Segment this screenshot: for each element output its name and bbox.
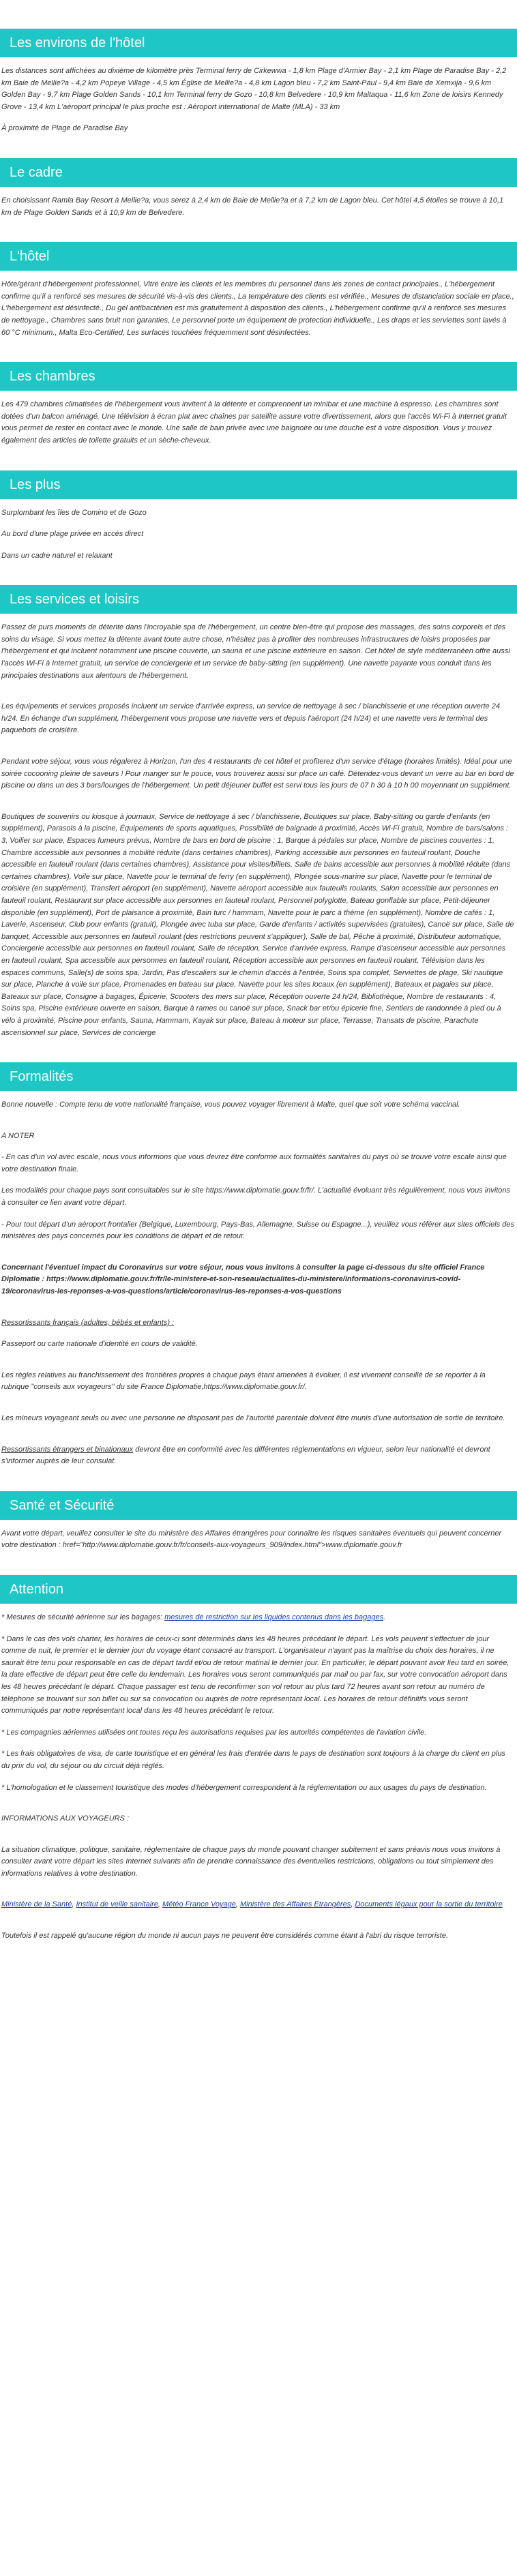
bagages-notice	[1, 1612, 514, 1624]
airlines-notice: * Les compagnies aériennes utilisées ont toutes reçu les autorisations requises par les autorités compétentes de l'aviation civile.	[1, 1728, 427, 1737]
section-body-cadre	[0, 195, 517, 219]
section-body-sante	[0, 1528, 517, 1552]
section-services	[0, 585, 517, 1039]
section-title-services: Les services et loisirs	[0, 585, 517, 614]
section-title-plus: Les plus	[0, 470, 517, 499]
section-attention	[0, 1575, 517, 1943]
section-body-environs	[0, 65, 517, 135]
note-title: A NOTER	[1, 1131, 35, 1140]
french-nationals-text: Passeport ou carte nationale d'identité en cours de validité.	[1, 1340, 198, 1349]
foreign-nationals-paragraph	[1, 1444, 514, 1468]
section-body-formalites	[0, 1099, 517, 1468]
minors-text: Les mineurs voyageant seuls ou avec une personne ne disposant pas de l'autorité parentale doivent être munis d'une autorisation de sortie de territoire.	[1, 1414, 505, 1422]
sante-text: Avant votre départ, veuillez consulter le site du ministère des Affaires étrangères pour connaître les risques sanitaires éventuels qui peuvent concerner votre destination : href="http://www.diplomatie.gouv.fr/fr/conseils-aux-voyageurs_909/index.html">www.diplomatie.gouv.fr	[1, 1529, 502, 1550]
section-body-attention	[0, 1612, 517, 1943]
services-amenities-list: Boutiques de souvenirs ou kiosque à journaux, Service de nettoyage à sec / blanchisserie, Boutiques sur place, Baby-sitting ou garde d'enfants (en supplément), Parasols à la piscine, Équipements de sports aquatiques, Possibilité de baignade à proximité, Accès Wi-Fi gratuit, Nombre de bars/salons : 3, Voilier sur place, Espaces fumeurs prévus, Nombre de bars en bord de piscine : 1, Barque à pédales sur place, Nombre de piscines couvertes : 1, Chambre accessible aux personnes à mobilité réduite (dans certaines chambres), Parking accessible aux personnes en fauteuil roulant, Douche accessible en fauteuil roulant (dans certaines chambres), Assistance pour visites/billets, Salle de bains accessible aux personnes à mobilité réduite (dans certaines chambres), Voile sur place, Navette pour le terminal de ferry (en supplément), Plongée sous-marine sur place, Navette pour le terminal de croisière (en supplément), Transfert aéroport (en supplément), Navette aéroport accessible aux fauteuils roulants, Salon accessible aux personnes en fauteuil roulant, Restaurant sur place accessible aux personnes en fauteuil roulant, Personnel polyglotte, Bateau gonflable sur place, Petit-déjeuner disponible (en supplément), Port de plaisance à proximité, Bain turc / hammam, Navette pour le parc à thème (en supplément), Nombre de cafés : 1, Laverie, Ascenseur, Club pour enfants (gratuit), Plongée avec tuba sur place, Garde d'enfants / activités supervisées (gratuites), Canoë sur place, Salle de banquet, Accessible aux personnes en fauteuil roulant (des restrictions peuvent s'appliquer), Salle de bal, Pêche à proximité, Distributeur automatique, Conciergerie accessible aux personnes en fauteuil roulant, Salle de réception, Service d'arrivée express, Rampe d'ascenseur accessible aux personnes en fauteuil roulant, Spa accessible aux personnes en fauteuil roulant, Réception accessible aux personnes en fauteuil roulant, Télévision dans les espaces communs, Salle(s) de soins spa, Jardin, Pas d'escaliers sur le chemin d'accès à l'entrée, Soins spa complet, Serviettes de plage, Ski nautique sur place, Planche à voile sur place, Promenades en bateau sur place, Navette pour les sites locaux (en supplément), Bateaux et pagaies sur place, Bateaux sur place, Consigne à bagages, Épicerie, Scooters des mers sur place, Réception ouverte 24 h/24, Bibliothèque, Nombre de restaurants : 4, Soins spa, Piscine extérieure ouverte en saison, Barque à rames ou canoë sur place, Snack bar et/ou épicerie fine, Sentiers de randonnée à pied ou à vélo à proximité, Piscine pour enfants, Sauna, Hammam, Kayak sur place, Bateau à moteur sur place, Terrasse, Transats de piscine, Parachute ascensionnel sur place, Services de concierge	[1, 812, 514, 1037]
note-line: Les modalités pour chaque pays sont consultables sur le site https://www.diplomatie.gouv.fr/fr/. L'actualité évoluant très régulièrement, nous vous invitons à consulter ce lien avant votre départ.	[1, 1186, 511, 1208]
cadre-text: En choisissant Ramla Bay Resort à Mellie?a, vous serez à 2,4 km de Baie de Mellie?a et à 7,2 km de Lagon bleu. Cet hôtel 4,5 étoiles se trouve à 10,1 km de Plage Golden Sands et à 10,9 km de Belvedere.	[1, 196, 504, 217]
situation-text: La situation climatique, politique, sanitaire, réglementaire de chaque pays du monde pouvant changer subitement et sans préavis nous vous invitons à consulter avant votre départ les sites Internet suivants afin de prendre connaissance des éventuelles restrictions, obligations ou tout simplement des informations relatives à votre destination.	[1, 1845, 501, 1878]
plus-item: Au bord d'une plage privée en accès direct	[1, 530, 144, 539]
section-formalites	[0, 1062, 517, 1468]
french-nationals-heading: Ressortissants français (adultes, bébés et enfants) :	[1, 1318, 175, 1327]
travellers-info-title: INFORMATIONS AUX VOYAGEURS :	[1, 1814, 130, 1823]
documents-legaux-link[interactable]: Documents légaux pour la sortie du territoire	[355, 1900, 503, 1909]
section-sante	[0, 1491, 517, 1552]
foreign-nationals-heading: Ressortissants étrangers et binationaux	[1, 1445, 134, 1454]
border-rules-text: Les règles relatives au franchissement des frontières propres à chaque pays étant amenées à évoluer, il est vivement conseillé de se reporter à la rubrique "conseils aux voyageurs" du site France Diplomatie,https://www.diplomatie.gouv.fr/.	[1, 1371, 486, 1392]
section-title-formalites: Formalités	[0, 1062, 517, 1091]
fees-notice: * Les frais obligatoires de visa, de carte touristique et en général les frais d'entrée dans le pays de destination sont toujours à la charge du client en plus du prix du vol, du séjour ou du circuit déjà réglés.	[1, 1750, 505, 1770]
services-paragraph: Les équipements et services proposés incluent un service d'arrivée express, un service de nettoyage à sec / blanchisserie et une réception ouverte 24 h/24. En échange d'un supplément, l'hébergement vous propose une navette vers et depuis l'aéroport (24 h/24) et une navette vers le terminal des paquebots de croisière.	[1, 702, 500, 735]
chambres-text: Les 479 chambres climatisées de l'hébergement vous invitent à la détente et comprennent un minibar et une machine à espresso. Les chambres sont dotées d'un balcon aménagé. Une télévision à écran plat avec chaînes par satellite assure votre divertissement, alors que l'accès Wi-Fi à Internet gratuit vous permet de rester en contact avec le monde. Une salle de bain privée avec une baignoire ou une douche est à votre disposition. Vous y trouvez également des articles de toilette gratuits et un sèche-cheveux.	[1, 400, 507, 445]
section-title-environs: Les environs de l'hôtel	[0, 29, 517, 57]
section-plus	[0, 470, 517, 563]
section-hotel	[0, 242, 517, 339]
section-body-hotel	[0, 279, 517, 339]
section-body-chambres	[0, 399, 517, 447]
proximity-text: À proximité de Plage de Paradise Bay	[1, 124, 128, 133]
plus-item: Dans un cadre naturel et relaxant	[1, 551, 113, 560]
section-title-chambres: Les chambres	[0, 362, 517, 391]
flight-times-notice: * Dans le cas des vols charter, les horaires de ceux-ci sont déterminés dans les 48 heures précédant le départ. Les vols peuvent s'effectuer de jour comme de nuit, le premier et le dernier jour du voyage étant consacré au transport. L'organisateur n'ayant pas la maîtrise du choix des horaires, il ne saurait être tenu pour responsable en cas de départ tardif et/ou de retour matinal le dernier jour. En particulier, le départ pouvant avoir lieu tard en soirée, la date effective de départ peut être celle du lendemain. Les horaires vous seront communiqués par mail ou par fax, sur votre convocation aéroport dans les 48 heures précédant le départ. Chaque passager est tenu de reconfirmer son vol retour au plus tard 72 heures avant son retour au numéro de téléphone se trouvant sur son billet ou sur sa convocation ou auprès de notre représentant local. Les horaires de retour définitifs vous seront communiqués par notre représentant local dans les 48 heures précédant le retour.	[1, 1634, 509, 1716]
plus-item: Surplombant les îles de Comino et de Gozo	[1, 508, 147, 517]
formalites-intro: Bonne nouvelle : Compte tenu de votre nationalité française, vous pouvez voyager librement à Malte, quel que soit votre schéma vaccinal.	[1, 1100, 460, 1109]
affaires-etrangeres-link[interactable]: Ministère des Affaires Etrangères	[240, 1900, 351, 1909]
note-line: - En cas d'un vol avec escale, nous vous informons que vous devrez être conforme aux formalités sanitaires du pays où se trouve votre escale ainsi que votre destination finale.	[1, 1153, 507, 1173]
section-title-cadre: Le cadre	[0, 158, 517, 187]
bagages-prefix: * Mesures de sécurité aérienne sur les bagages:	[1, 1613, 165, 1621]
services-paragraph: Passez de purs moments de détente dans l'incroyable spa de l'hébergement, un centre bien-être qui propose des massages, des soins corporels et des soins du visage. Si vous mettez la détente avant toute autre chose, n'hésitez pas à profiter des nombreuses infrastructures de loisirs proposées par l'hébergement et qui incluent notamment une piscine couverte, un sauna et une piscine extérieure en saison. Cet hôtel de style méditerranéen offre aussi l'accès Wi-Fi à Internet gratuit, un service de conciergerie et un service de baby-sitting (en supplément). Une navette payante vous conduit dans les principales destinations aux alentours de l'hébergement.	[1, 623, 510, 680]
note-line: - Pour tout départ d'un aéroport frontalier (Belgique, Luxembourg, Pays-Bas, Allemagne, Suisse ou Espagne...), veuillez vous référer aux sites officiels des ministères des pays concernés pour les conditions de départ et de retour.	[1, 1220, 514, 1241]
section-cadre	[0, 158, 517, 219]
bagages-suffix: .	[383, 1613, 386, 1621]
liquids-restriction-link[interactable]: mesures de restriction sur les liquides contenus dans les bagages	[164, 1613, 384, 1621]
terrorism-notice: Toutefois il est rappelé qu'aucune région du monde ni aucun pays ne peuvent être considérés comme étant à l'abri du risque terroriste.	[1, 1932, 449, 1941]
section-chambres	[0, 362, 517, 447]
section-body-plus	[0, 507, 517, 563]
official-links: Ministère de la Santé, Institut de veille sanitaire, Météo France Voyage, Ministère des Affaires Etrangères, Documents légaux pour la sortie du territoire	[1, 1900, 503, 1909]
meteo-france-link[interactable]: Météo France Voyage	[162, 1900, 236, 1909]
section-body-services	[0, 622, 517, 1039]
distances-text: Les distances sont affichées au dixième de kilomètre près Terminal ferry de Cirkewwa - 1,8 km Plage d'Armier Bay - 2,1 km Plage de Paradise Bay - 2,2 km Baie de Mellie?a - 4,2 km Popeye Village - 4,5 km Église de Mellie?a - 4,8 km Lagon bleu - 7,2 km Saint-Paul - 9,4 km Baie de Xemxija - 9,6 km Golden Bay - 9,7 km Plage Golden Sands - 10,1 km Terminal ferry de Gozo - 10,8 km Belvedere - 10,9 km Maltaqua - 11,6 km Zone de loisirs Kennedy Grove - 13,4 km L'aéroport principal le plus proche est : Aéroport international de Malte (MLA) - 33 km	[1, 67, 507, 111]
section-environs	[0, 29, 517, 135]
ministere-sante-link[interactable]: Ministère de la Santé	[1, 1900, 72, 1909]
coronavirus-notice: Concernant l'éventuel impact du Coronavirus sur votre séjour, nous vous invitons à consulter la page ci-dessous du site officiel France Diplomatie : https://www.diplomatie.gouv.fr/fr/le-ministere-et-son-reseau/actualites-du-ministere/informations-coronavirus-covid-19/coronavirus-les-reponses-a-vos-questions/article/coronavirus-les-reponses-a-vos-questions	[1, 1263, 485, 1296]
section-title-sante: Santé et Sécurité	[0, 1491, 517, 1520]
section-title-attention: Attention	[0, 1575, 517, 1604]
homologation-notice: * L'homologation et le classement touristique des modes d'hébergement correspondent à la réglementation ou aux usages du pays de destination.	[1, 1783, 487, 1792]
services-paragraph: Pendant votre séjour, vous vous régalerez à Horizon, l'un des 4 restaurants de cet hôtel et profiterez d'un service d'étage (horaires limités). Idéal pour une soirée cocooning pleine de saveurs ! Pour manger sur le pouce, vous trouverez aussi sur place un café. Détendez-vous devant un verre au bar en bord de piscine ou dans un des 3 bars/lounges de l'hébergement. Un petit déjeuner buffet est servi tous les jours de 07 h 30 à 10 h 00 moyennant un supplément.	[1, 758, 514, 790]
section-title-hotel: L'hôtel	[0, 242, 517, 271]
veille-sanitaire-link[interactable]: Institut de veille sanitaire	[76, 1900, 158, 1909]
hotel-text: Hôte/gérant d'hébergement professionnel, Vitre entre les clients et les membres du personnel dans les zones de contact principales., L'hébergement confirme qu'il a renforcé ses mesures de sécurité vis-à-vis des clients., La température des clients est vérifiée., Mesures de distanciation sociale en place., L'hébergement est désinfecté., Du gel antibactérien est mis gratuitement à disposition des clients., L'hébergement confirme qu'il a renforcé ses mesures de nettoyage., Chambres sans bruit non garanties, Le personnel porte un équipement de protection individuelle., Les draps et les serviettes sont lavés à 60 °C minimum., Malta Eco-Certified, Les surfaces touchées fréquemment sont désinfectées.	[1, 280, 514, 337]
foreign-nationals-text: devront être en conformité avec les différentes réglementations en vigueur, selon leur nationalité et devront s'informer auprès de leur consulat.	[1, 1445, 490, 1466]
